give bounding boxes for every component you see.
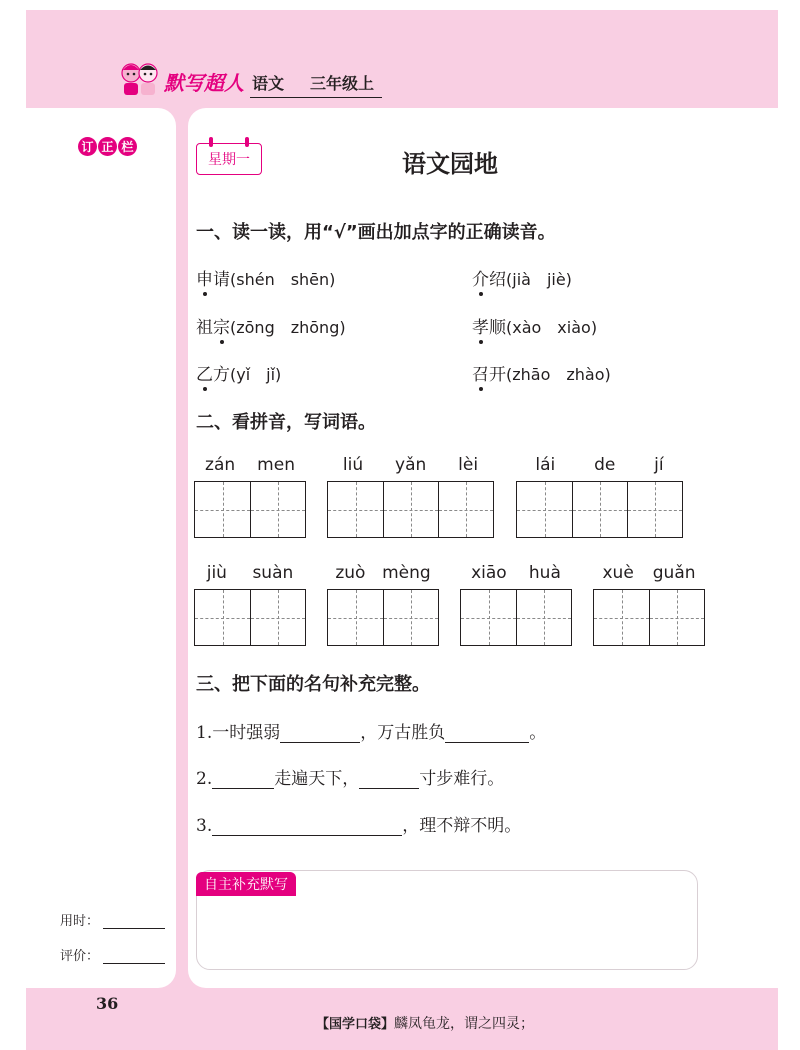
page-number: 36 bbox=[96, 994, 119, 1013]
grade-label: 三年级上 bbox=[310, 74, 375, 93]
writing-cell[interactable] bbox=[649, 590, 704, 645]
writing-cell[interactable] bbox=[250, 590, 305, 645]
page-title: 语文园地 bbox=[402, 150, 498, 178]
writing-cell[interactable] bbox=[250, 482, 305, 537]
writing-cell[interactable] bbox=[438, 482, 493, 537]
word-item: 召开(zhāo zhào) bbox=[472, 365, 611, 385]
pinyin-options[interactable]: (zhāo zhào) bbox=[506, 365, 611, 384]
brand-title: 默写超人 bbox=[164, 71, 244, 95]
correction-char-1: 订 bbox=[78, 137, 97, 156]
writing-cell[interactable] bbox=[195, 590, 250, 645]
writing-cell[interactable] bbox=[195, 482, 250, 537]
word-item: 介绍(jià jiè) bbox=[472, 270, 572, 290]
pinyin-options[interactable]: (xào xiào) bbox=[506, 318, 598, 337]
pinyin-options[interactable]: (yǐ jǐ) bbox=[230, 365, 282, 384]
day-badge: 星期一 bbox=[196, 143, 262, 175]
quote-line-1: 1. 一时强弱 ，万古胜负 。 bbox=[196, 723, 547, 743]
dotted-char: 申 bbox=[196, 270, 213, 290]
subject-label: 语文 bbox=[252, 74, 285, 93]
pinyin-options[interactable]: (jià jiè) bbox=[506, 270, 572, 289]
pinyin-group: zán men bbox=[194, 455, 306, 538]
correction-label bbox=[78, 137, 137, 156]
writing-cell[interactable] bbox=[517, 482, 572, 537]
pinyin-options[interactable]: (shén shēn) bbox=[230, 270, 336, 289]
answer-blank[interactable] bbox=[212, 817, 402, 836]
dotted-char: 乙 bbox=[196, 365, 213, 385]
dotted-char: 孝 bbox=[472, 318, 489, 338]
evaluation-blank[interactable] bbox=[103, 949, 165, 964]
section3-title: 三、把下面的名句补充完整。 bbox=[196, 674, 430, 695]
correction-char-2: 正 bbox=[98, 137, 117, 156]
answer-blank[interactable] bbox=[212, 770, 274, 789]
footer-tag: 【国学口袋】 bbox=[316, 1017, 395, 1032]
writing-cell[interactable] bbox=[383, 482, 438, 537]
mascot-icon bbox=[118, 58, 162, 98]
footer bbox=[316, 1013, 534, 1033]
correction-sidebar bbox=[26, 108, 176, 988]
time-field: 用时： bbox=[60, 910, 165, 929]
writing-cell[interactable] bbox=[516, 590, 571, 645]
answer-blank[interactable] bbox=[359, 770, 419, 789]
writing-cell[interactable] bbox=[627, 482, 682, 537]
word-item: 申请(shén shēn) bbox=[196, 270, 336, 290]
word-item: 乙方(yǐ jǐ) bbox=[196, 365, 282, 385]
supplement-label: 自主补充默写 bbox=[196, 872, 296, 896]
evaluation-field: 评价： bbox=[60, 945, 165, 964]
footer-text: 麟凤龟龙，谓之四灵； bbox=[394, 1016, 535, 1032]
dotted-char: 宗 bbox=[213, 318, 230, 338]
supplement-box[interactable] bbox=[196, 870, 698, 970]
word-item: 孝顺(xào xiào) bbox=[472, 318, 598, 338]
writing-cell[interactable] bbox=[594, 590, 649, 645]
subject-grade bbox=[250, 71, 382, 98]
pinyin-options[interactable]: (zōng zhōng) bbox=[230, 318, 346, 337]
pinyin-group: liú yǎn lèi bbox=[327, 455, 494, 538]
answer-blank[interactable] bbox=[280, 724, 360, 743]
pinyin-group: lái de jí bbox=[516, 455, 683, 538]
quote-line-2: 2. 走遍天下， 寸步难行。 bbox=[196, 769, 505, 789]
dotted-char: 召 bbox=[472, 365, 489, 385]
correction-char-3: 栏 bbox=[118, 137, 137, 156]
pinyin-group: zuò mèng bbox=[327, 563, 439, 646]
writing-cell[interactable] bbox=[383, 590, 438, 645]
section1-title: 一、读一读，用“√”画出加点字的正确读音。 bbox=[196, 222, 556, 243]
dotted-char: 介 bbox=[472, 270, 489, 290]
time-blank[interactable] bbox=[103, 914, 165, 929]
word-item: 祖宗(zōng zhōng) bbox=[196, 318, 346, 338]
pinyin-group: xiāo huà bbox=[460, 563, 572, 646]
section2-title: 二、看拼音，写词语。 bbox=[196, 412, 376, 433]
writing-cell[interactable] bbox=[572, 482, 627, 537]
writing-cell[interactable] bbox=[328, 482, 383, 537]
quote-line-3: 3. ，理不辩不明。 bbox=[196, 816, 522, 836]
writing-cell[interactable] bbox=[461, 590, 516, 645]
pinyin-group: jiù suàn bbox=[194, 563, 306, 646]
writing-cell[interactable] bbox=[328, 590, 383, 645]
answer-blank[interactable] bbox=[445, 724, 529, 743]
header bbox=[118, 58, 382, 98]
pinyin-group: xuè guǎn bbox=[593, 563, 705, 646]
